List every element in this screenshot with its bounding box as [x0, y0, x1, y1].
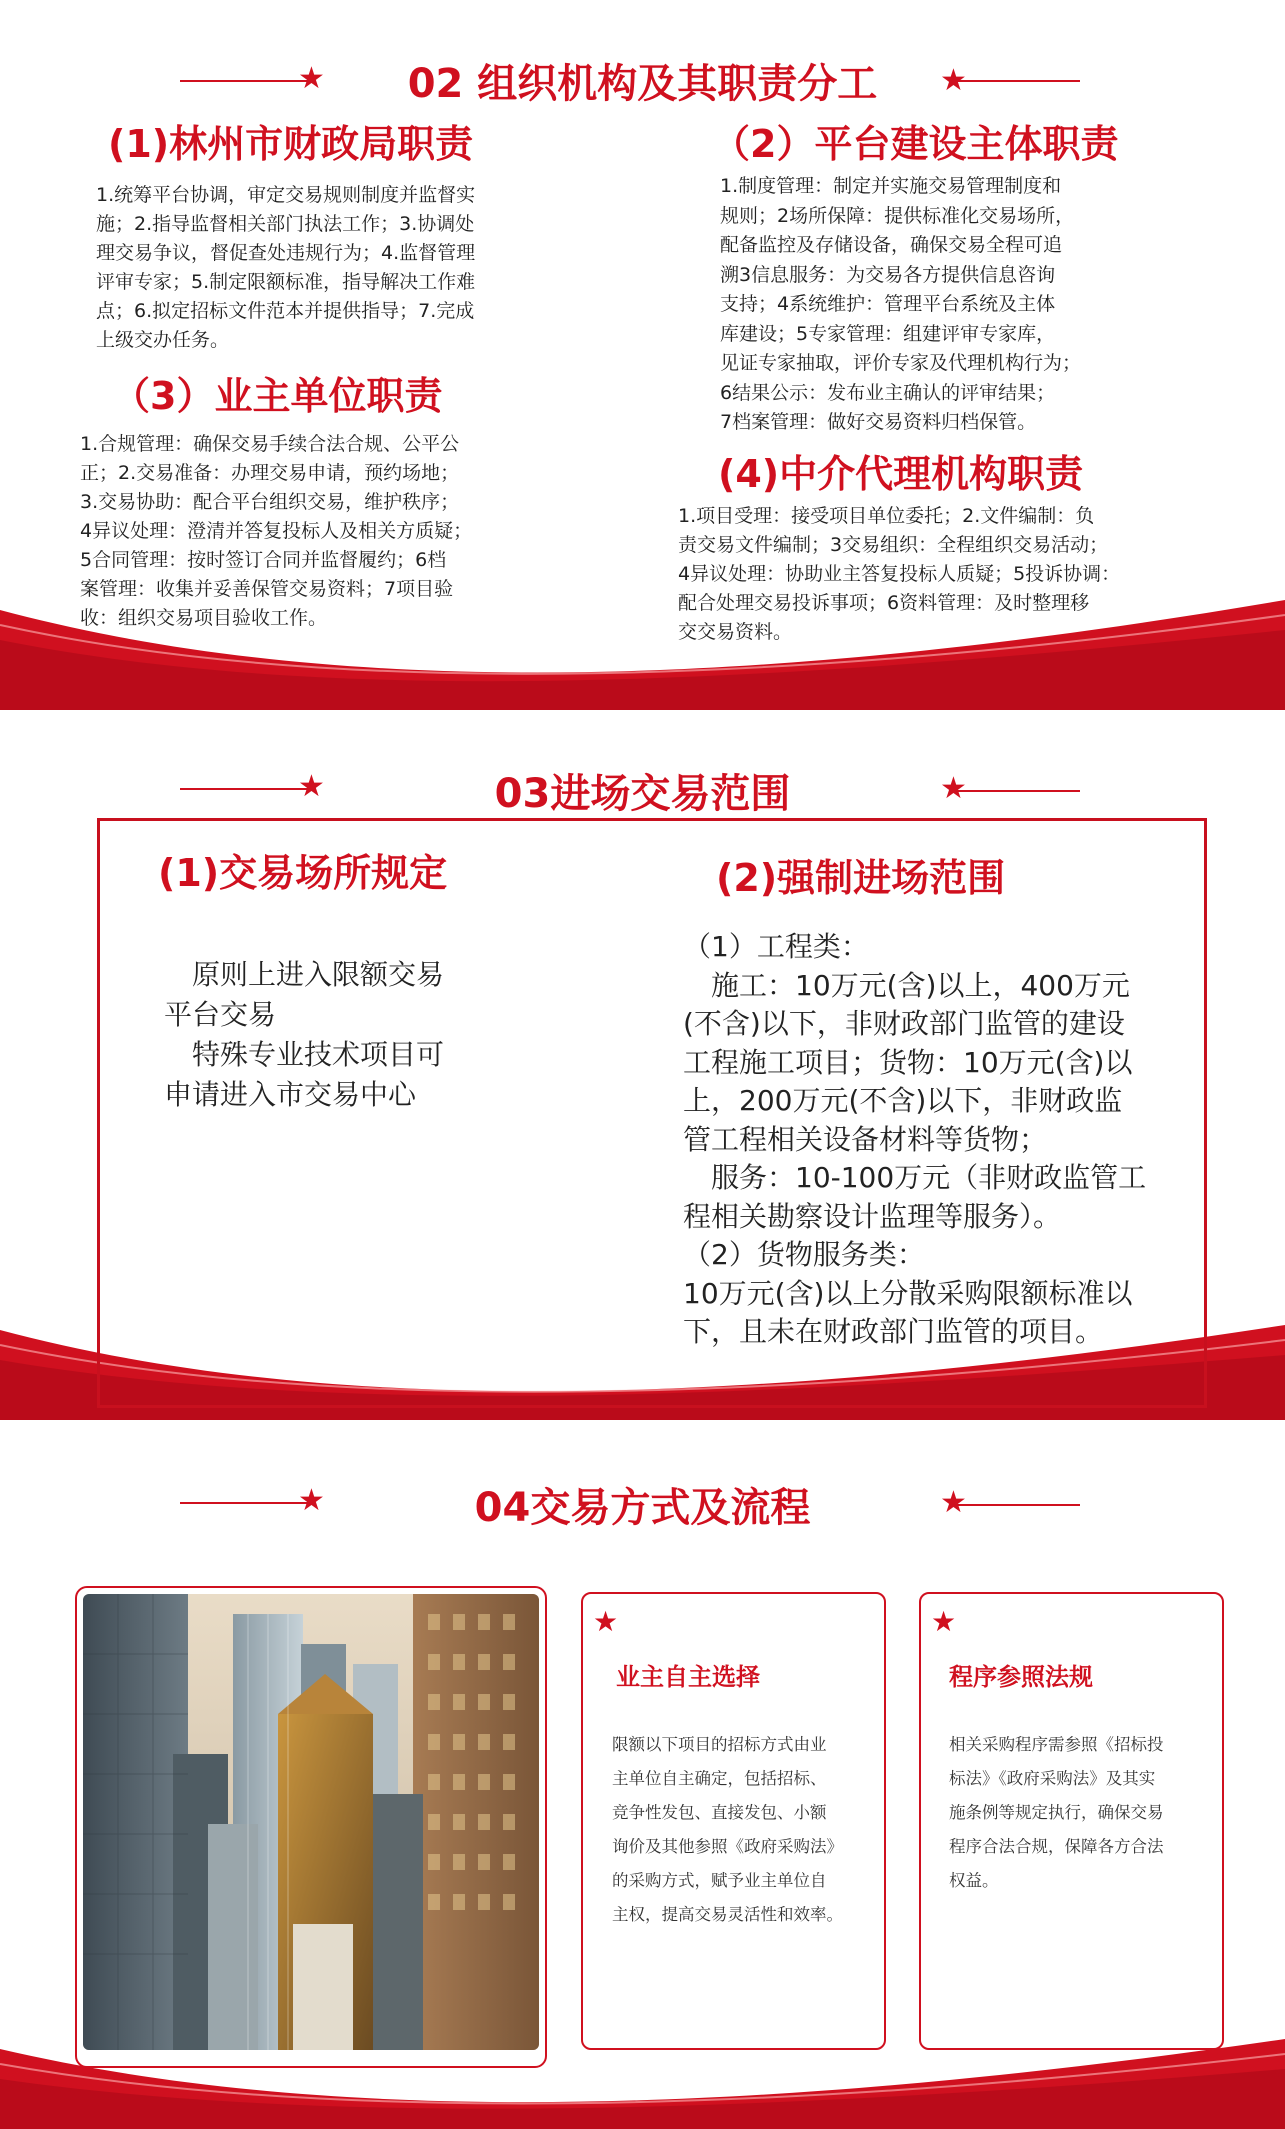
block-text-venue-rule: 原则上进入限额交易 平台交易 特殊专业技术项目可 申请进入市交易中心 — [164, 958, 445, 1111]
block-text-mandatory-scope: （1）工程类： 施工：10万元(含)以上，400万元 (不含)以下，非财政部门监管的建设 工程施工项目；货物：10万元(含)以 上，200万元(不含)以下，非财政监 管工程相关设备材料等货物； 服务：10-100万元（非财政监管工 程相关勘察设计监理等服务）。 （2）货物服务类： 10万元(含)以上分散采购限额标准以 下，且未在财政部门监管的项目。 — [683, 930, 1147, 1348]
info-card-owner-choice — [581, 1592, 886, 2050]
star-icon: ★ — [931, 1605, 957, 1638]
block-title-agency: (4)中介代理机构职责 — [718, 452, 1084, 496]
block-title-mandatory-scope: (2)强制进场范围 — [716, 856, 1006, 900]
card-text: 相关采购程序需参照《招标投 标法》《政府采购法》及其实 施条例等规定执行，确保交易 程序合法合规，保障各方合法 权益。 — [949, 1735, 1164, 1890]
card-title: 业主自主选择 — [616, 1663, 760, 1691]
block-title-platform: （2）平台建设主体职责 — [712, 122, 1119, 166]
slide-trading-methods — [0, 1420, 1285, 2129]
block-text-agency: 1.项目受理：接受项目单位委托；2.文件编制：负 责交易文件编制；3交易组织：全程组织交易活动； 4异议处理：协助业主答复投标人质疑；5投诉协调： 配合处理交易投诉事项；6资料管理：及时整理移 交交易资料。 — [678, 505, 1121, 643]
star-icon: ★ — [298, 1483, 325, 1518]
star-icon: ★ — [298, 61, 325, 96]
star-icon: ★ — [593, 1605, 619, 1638]
star-icon: ★ — [940, 771, 967, 806]
card-text: 限额以下项目的招标方式由业 主单位自主确定，包括招标、 竞争性发包、直接发包、小额 询价及其他参照《政府采购法》 的采购方式，赋予业主单位自 主权，提高交易灵活性和效率。 — [612, 1735, 843, 1924]
card-title: 程序参照法规 — [949, 1663, 1093, 1691]
block-title-finance-bureau: (1)林州市财政局职责 — [108, 122, 474, 166]
block-text-owner-unit: 1.合规管理：确保交易手续合法合规、公平公 正；2.交易准备：办理交易申请，预约场地； 3.交易协助：配合平台组织交易，维护秩序； 4异议处理：澄清并答复投标人及相关方质疑； 5合同管理：按时签订合同并监督履约；6档 案管理：收集并妥善保管交易资料；7项目验 收：组织交易项目验收工作。 — [80, 433, 473, 629]
section-title: 02 组织机构及其职责分工 — [407, 61, 878, 107]
star-icon: ★ — [940, 63, 967, 98]
block-text-platform: 1.制度管理：制定并实施交易管理制度和 规则；2场所保障：提供标准化交易场所， 配备监控及存储设备，确保交易全程可追 溯3信息服务：为交易各方提供信息咨询 支持；4系统维护：管理平台系统及主体 库建设；5专家管理：组建评审专家库， 见证专家抽取，评价专家及代理机构行为； 6结果公示：发布业主确认的评审结果； 7档案管理：做好交易资料归档保管。 — [720, 175, 1082, 433]
section-title: 03进场交易范围 — [494, 771, 791, 817]
photo-card — [75, 1586, 547, 2068]
slide-organization — [0, 0, 1285, 710]
info-card-legal-procedure — [919, 1592, 1224, 2050]
star-icon: ★ — [940, 1485, 967, 1520]
star-icon: ★ — [298, 769, 325, 804]
block-title-owner-unit: （3）业主单位职责 — [112, 374, 443, 418]
block-text-finance-bureau: 1.统筹平台协调，审定交易规则制度并监督实 施；2.指导监督相关部门执法工作；3.协调处 理交易争议，督促查处违规行为；4.监督管理 评审专家；5.制定限额标准，指导解决工作难 点；6.拟定招标文件范本并提供指导；7.完成 上级交办任务。 — [96, 184, 476, 351]
section-title: 04交易方式及流程 — [474, 1485, 811, 1531]
block-title-venue-rule: (1)交易场所规定 — [158, 851, 448, 895]
city-skyscrapers-image — [83, 1594, 539, 2050]
slide-trading-scope — [0, 710, 1285, 1420]
